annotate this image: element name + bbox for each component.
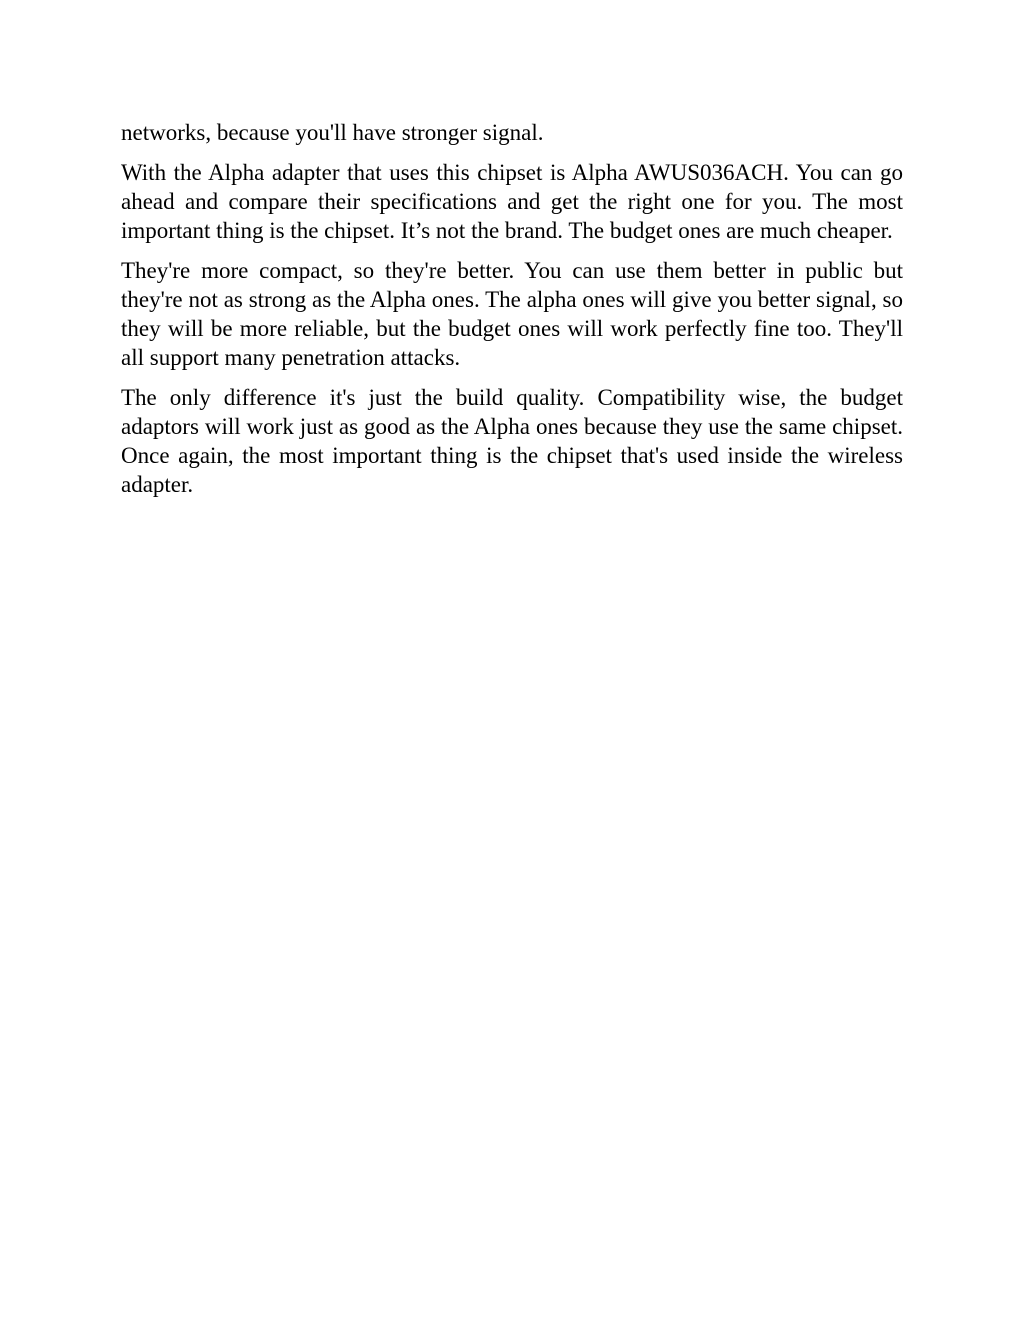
paragraph-build-quality: The only difference it's just the build quality. Compatibility wise, the budget adaptors will work just as good as the Alpha ones because they use the same chipset. Once again, the most important thing is the chipset that's used inside the wireless adapter. [121, 385, 903, 497]
document-page [121, 118, 903, 510]
paragraph-continuation: networks, because you'll have stronger signal. [121, 120, 544, 145]
paragraph-compact-budget: They're more compact, so they're better. You can use them better in public but they're not as strong as the Alpha ones. The alpha ones will give you better signal, so they will be more reliable, but the budget ones will work perfectly fine too. They'll all support many penetration attacks. [121, 258, 903, 370]
paragraph-alpha-adapter: With the Alpha adapter that uses this chipset is Alpha AWUS036ACH. You can go ahead and compare their specifications and get the right one for you. The most important thing is the chipset. It’s not the brand. The budget ones are much cheaper. [121, 160, 903, 243]
